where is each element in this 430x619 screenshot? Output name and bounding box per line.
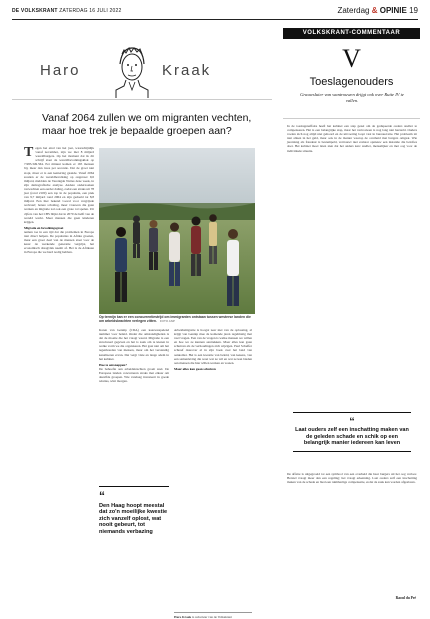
body-text-2: nemen toe in een tijd dat die problemen in Europa niet direct helpen. De populaties in Afrika groeien, maar een groot deel van de mensen staat voor de keus: de werkende generatie vergrijst, het economisch draagvlak neemt af. Het is de Afrikaan in Europa die we hard nodig hebben. [24, 229, 94, 255]
photo-caption [99, 315, 255, 323]
body-text-5: Arbeidsmigratie is hoogst zeer niet van de oplossing, al krijgt van Gennip mee de komende jaren regelmatig met veel vragen. Een van de vragen is welke mensen we willen en hoe we ze kunnen aantrekken. Maar alles kan gaan schuiven als de verhoudingen zich wijzigen. Paul Scheffer schreef daarover al in zijn boek over het land van aankomst. Het is een kwestie van beleid, van keuzes, van een samenleving die weet wat ze wil en wat ze kan bieden aan mensen die hier willen werken en wonen. [174, 328, 252, 365]
masthead-bar [12, 6, 418, 20]
subheading-2: Hoe te ontsnappen? [99, 362, 127, 367]
subheading-3: Maar alles kan gaan schuiven [174, 366, 216, 371]
quote-mark-icon: “ [99, 489, 105, 503]
article-photo [99, 148, 255, 314]
caption-text: Op termijn kan er een concurrentiestrijd om immigranten ontstaan tussen westerse landen die om arbeidskrachten verlegen zitten. [99, 315, 251, 324]
paper-date-line [12, 8, 121, 14]
author-last-name: Kraak [162, 62, 212, 79]
article-headline: Vanaf 2064 zullen we om migranten vechten, maar hoe trek je bepaalde groepen aan? [42, 112, 252, 137]
body-column-2 [99, 328, 169, 606]
footnote-text: is redacteur van de Volkskrant [192, 615, 232, 619]
divider [283, 118, 420, 119]
page-number: 19 [409, 6, 418, 15]
opinion-column [12, 28, 272, 619]
author-portrait-icon [110, 42, 154, 98]
editorial-banner: VOLKSKRANT-COMMENTAAR [283, 28, 420, 39]
editorial-title: Toeslagenouders [309, 76, 394, 88]
body-text-4: De behoefte aan arbeidskrachten groeit snel. De Europese landen concurreren straks met elkaar om dezelfde groepen. Wie vandaag investeert in goede relaties, wint morgen. [99, 366, 169, 384]
author-band [12, 42, 272, 100]
editorial-body-1: In de toeslagenaffaire heeft het kabinet een stap gezet om de gedupeerde ouders sneller te compenseren. Het is een belangrijke stap, maar het vertrouwen is nog lang niet hersteld. Ouders voelen zich nog altijd niet gehoord en de uitvoering loopt vast in bureaucratie. Het probleem zit niet alleen in het geld, maar ook in de manier waarop de overheid met burgers omgaat. Wie jarenlang als fraudeur is bestempeld, vertrouwt niet zomaar opnieuw een instantie die beloftes doet. Het kabinet moet laten zien dat het anders kan: sneller, menselijker en met oog voor de individuele situatie. [287, 124, 417, 153]
editorial-initial: V [342, 44, 361, 73]
editorial-column [283, 28, 420, 604]
pull-quote-text: Den Haag hoopt meestal dat zo'n moeilijke kwestie zich vanzelf oplost, wat nooit gebeurt, tot niemands verbazing [99, 503, 168, 535]
photo-credit: FOTO ANP [159, 319, 175, 324]
section-label [337, 6, 418, 15]
body-column-1 [24, 146, 94, 601]
author-first-name: Haro [40, 62, 81, 79]
crowd-photo-image [99, 148, 255, 314]
editorial-body-2: De affaire is uitgegroeid tot een symbool van een overheid die haar burgers uit het oog verloor. Herstel vraagt meer dan een regeling; het vraagt erkenning. Laat ouders zelf een inschatting maken van de schade en bied een ruimhartige compensatie, zodat de zaak kan worden afgesloten. [287, 472, 417, 485]
editorial-pull-quote [293, 412, 411, 452]
editorial-signature: Raoul du Pré [395, 596, 416, 600]
editorial-quote-text: Laat ouders zelf een inschatting maken van de geleden schade en schik op een belangrijk manier iedereen kan leven [295, 427, 409, 447]
paper-name: DE VOLKSKRANT [12, 8, 58, 14]
body-text-3: Karen van Gennip (CDA) een kaarsonspelend nummer voor beleid. Onder die omstandigheden is dat de moeite die het vraagt waard. Migratie is een structureel gegeven en het is zaak om te kiezen in welke vorm we die organiseren. Het gaat niet om het tegenhouden van mensen, maar om het verstandig kanaliseren ervan. Dat vergt visie en lange adem in het kabinet. [99, 328, 169, 361]
body-column-3 [174, 328, 252, 606]
quote-mark-icon: “ [349, 416, 355, 428]
footnote-name: Haro Kraak [174, 615, 192, 619]
subheading-1: Migratie en bevolkingsgroei [24, 225, 64, 230]
editorial-lead: Grauwsluier van wantrouwen drijgt ook over Rutte IV te vallen. [300, 92, 404, 103]
section-amp: & [371, 6, 378, 15]
body-text-1: egen het eind van het jaar, waarschijnlijk vanaf november, zijn we met 8 miljard wereldburgers. Op het moment dat ik dit schrijf staat de wereldbevolkingsklok op 7.983.349.564. Per minuut komen er 165 mensen bij, meer dan twee per seconde. Dat de groei niet stopt, maar er is een kentering gaande. Vanaf 2064 zouden er de wereldbevolking op ongeveer 9,6 miljard, meldden de Verenigde Naties deze week, in zijn demografische analyse. Andere onderzoeken verwachten een eerder daling, zodat een straks uit 78 jaar (rond 2100) een top in de populatie, een piek van 9,7 miljard rond 2064 en zijn gedaald tot 8,8 miljard. Een hier bekend vooral voor vergrijsde welvaart; betere scholing, meer vrouwen die gaan werken en migratie zal ook een grote rol spelen. Uit cijfers van het CBS blijkt dat in 2070 de helft van de wereld werkt. Meer mensen die geen kinderen krijgen. [24, 146, 94, 224]
section-prefix: Zaterdag [337, 6, 370, 15]
author-footnote [174, 612, 252, 619]
pull-quote [99, 486, 169, 535]
issue-date: ZATERDAG 16 JULI 2022 [59, 8, 122, 14]
drop-cap: T [24, 145, 34, 160]
section-name: OPINIE [379, 6, 407, 15]
